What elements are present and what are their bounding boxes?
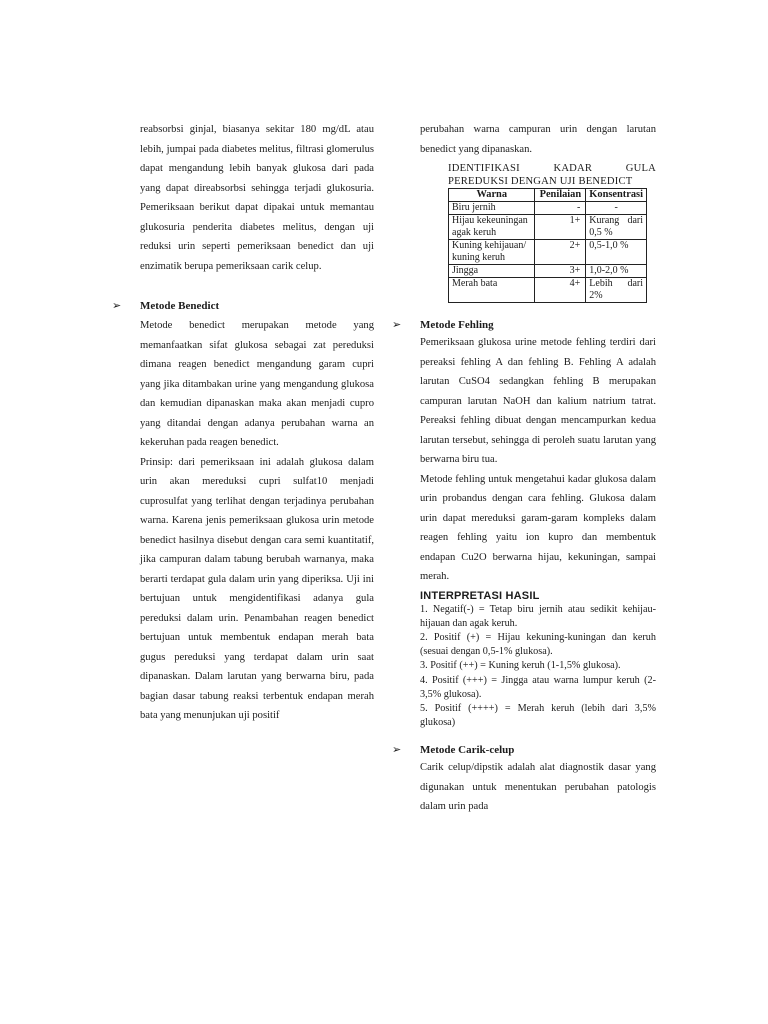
table-cell-warna: Merah bata <box>449 278 535 303</box>
fehling-heading <box>392 317 656 333</box>
table-title-word: KADAR <box>553 163 593 174</box>
fehling-heading-text: Metode Fehling <box>420 319 494 331</box>
interpretasi-item: 5. Positif (++++) = Merah keruh (lebih dari 3,5% glukosa) <box>420 702 656 729</box>
intro-paragraph: reabsorbsi ginjal, biasanya sekitar 180 mg/dL atau lebih, jumpai pada diabetes melitus, filtrasi glomerulus dapat mengandung lebih banyak glukosa dari pada yang dapat direabsorbsi sehingga terjadi glukosuria. Pemeriksaan berikut dapat dipakai untuk memantau glukosuria penderita diabetes melitus, dengan uji reduksi urin seperti pemeriksaan benedict dan uji enzimatik berupa pemeriksaan carik celup. <box>140 124 374 272</box>
table-cell-konsentrasi: Kurang dari 0,5 % <box>586 215 647 240</box>
fehling-paragraph-1: Pemeriksaan glukosa urine metode fehling terdiri dari pereaksi fehling A dan fehling B. Fehling A adalah larutan CuSO4 sedangkan fehling B merupakan campuran larutan NaOH dan kalium natrium tatrat. Pereaksi fehling dibuat dengan mencampurkan kedua larutan tersebut, sehingga di peroleh suatu larutan yang berwarna biru tua. <box>420 337 656 465</box>
table-row <box>449 278 647 303</box>
bullet-arrow-icon: ➢ <box>112 300 122 312</box>
interpretasi-item: 2. Positif (+) = Hijau kekuning-kuningan dan keruh (sesuai dengan 0,5-1% glukosa). <box>420 631 656 658</box>
table-header-konsentrasi: Konsentrasi <box>586 189 647 202</box>
table-cell-penilaian: 4+ <box>535 278 586 303</box>
table-cell-penilaian: 3+ <box>535 265 586 278</box>
benedict-paragraph: Metode benedict merupakan metode yang memanfaatkan sifat glukosa sebagai zat pereduksi dimana reagen benedict mengandung garam cupri yang jika ditambakan urine yang mengandung glukosa dan kemudian dipanaskan maka akan menjadi cupro yang ditandai dengan adanya perubahan warna an kekeruhan pada reagen benedict. <box>140 320 374 448</box>
table-title-line2: PEREDUKSI DENGAN UJI BENEDICT <box>448 176 633 187</box>
table-row <box>449 215 647 240</box>
table-title-word: IDENTIFIKASI <box>448 163 520 174</box>
carik-celup-paragraph: Carik celup/dipstik adalah alat diagnostik dasar yang digunakan untuk menentukan perubahan patologis dalam urin pada <box>420 762 656 813</box>
table-header-warna: Warna <box>449 189 535 202</box>
interpretasi-title: INTERPRETASI HASIL <box>420 589 540 602</box>
carik-celup-heading-text: Metode Carik-celup <box>420 744 515 757</box>
table-cell-konsentrasi: 1,0-2,0 % <box>586 265 647 278</box>
benedict-result-table <box>448 188 647 303</box>
interpretasi-item: 1. Negatif(-) = Tetap biru jernih atau sedikit kehijau-hijauan dan agak keruh. <box>420 603 656 629</box>
table-cell-warna: Biru jernih <box>449 202 535 215</box>
table-cell-konsentrasi: Lebih dari 2% <box>586 278 647 303</box>
table-title <box>420 162 656 188</box>
interpretasi-item: 4. Positif (+++) = Jingga atau warna lumpur keruh (2-3,5% glukosa). <box>420 674 656 700</box>
table-cell-warna: Jingga <box>449 265 535 278</box>
table-title-word: GULA <box>625 163 656 174</box>
table-cell-konsentrasi: - <box>586 202 647 215</box>
fehling-paragraph-2: Metode fehling untuk mengetahui kadar glukosa dalam urin probandus dengan cara fehling. Glukosa dalam urin dapat mereduksi garam-garam kompleks dalam reagen fehling yaitu ion kupro dan membentuk endapan Cu2O berwarna hijau, kekuningan, sampai merah. <box>420 473 656 582</box>
table-row <box>449 240 647 265</box>
interpretasi-item: 3. Positif (++) = Kuning keruh (1-1,5% glukosa). <box>420 660 621 672</box>
benedict-continued-paragraph: perubahan warna campuran urin dengan larutan benedict yang dipanaskan. <box>420 124 656 155</box>
table-row <box>449 202 647 215</box>
prinsip-paragraph: Prinsip: dari pemeriksaan ini adalah glukosa dalam urin akan mereduksi cupri sulfat10 menjadi cuprosulfat yang terlihat dengan terjadinya perubahan warna. Karena jenis pemeriksaan glukosa urin metode benedict hasilnya disebut dengan cara semi kuantitatif, jika campuran dalam tabung berubah warnanya, maka berarti terdapat gula dalam urin yang diperiksa. Uji ini bertujuan untuk mengidentifikasi adanya gula pereduksi dalam urin. Penambahan reagen benedict bertujuan untuk membentuk endapan merah bata gugus pereduksi yang terdapat dalam urin saat dipanaskan. Dalam larutan yang berwarna biru, pada bagian dasar tabung reaksi terbentuk endapan merah bata yang menunjukan uji positif <box>140 456 374 721</box>
carik-celup-heading <box>392 742 656 758</box>
table-header-row <box>449 189 647 202</box>
table-cell-penilaian: 2+ <box>535 240 586 265</box>
benedict-heading-text: Metode Benedict <box>140 300 220 312</box>
bullet-arrow-icon: ➢ <box>392 744 402 757</box>
table-row <box>449 265 647 278</box>
bullet-arrow-icon: ➢ <box>392 319 402 331</box>
table-cell-warna: Hijau kekeuningan agak keruh <box>449 215 535 240</box>
table-header-penilaian: Penilaian <box>535 189 586 202</box>
table-cell-warna: Kuning kehijauan/ kuning keruh <box>449 240 535 265</box>
table-cell-penilaian: 1+ <box>535 215 586 240</box>
left-column <box>112 120 374 726</box>
benedict-heading <box>112 298 374 314</box>
right-column <box>392 120 656 817</box>
table-cell-konsentrasi: 0,5-1,0 % <box>586 240 647 265</box>
table-cell-penilaian: - <box>535 202 586 215</box>
